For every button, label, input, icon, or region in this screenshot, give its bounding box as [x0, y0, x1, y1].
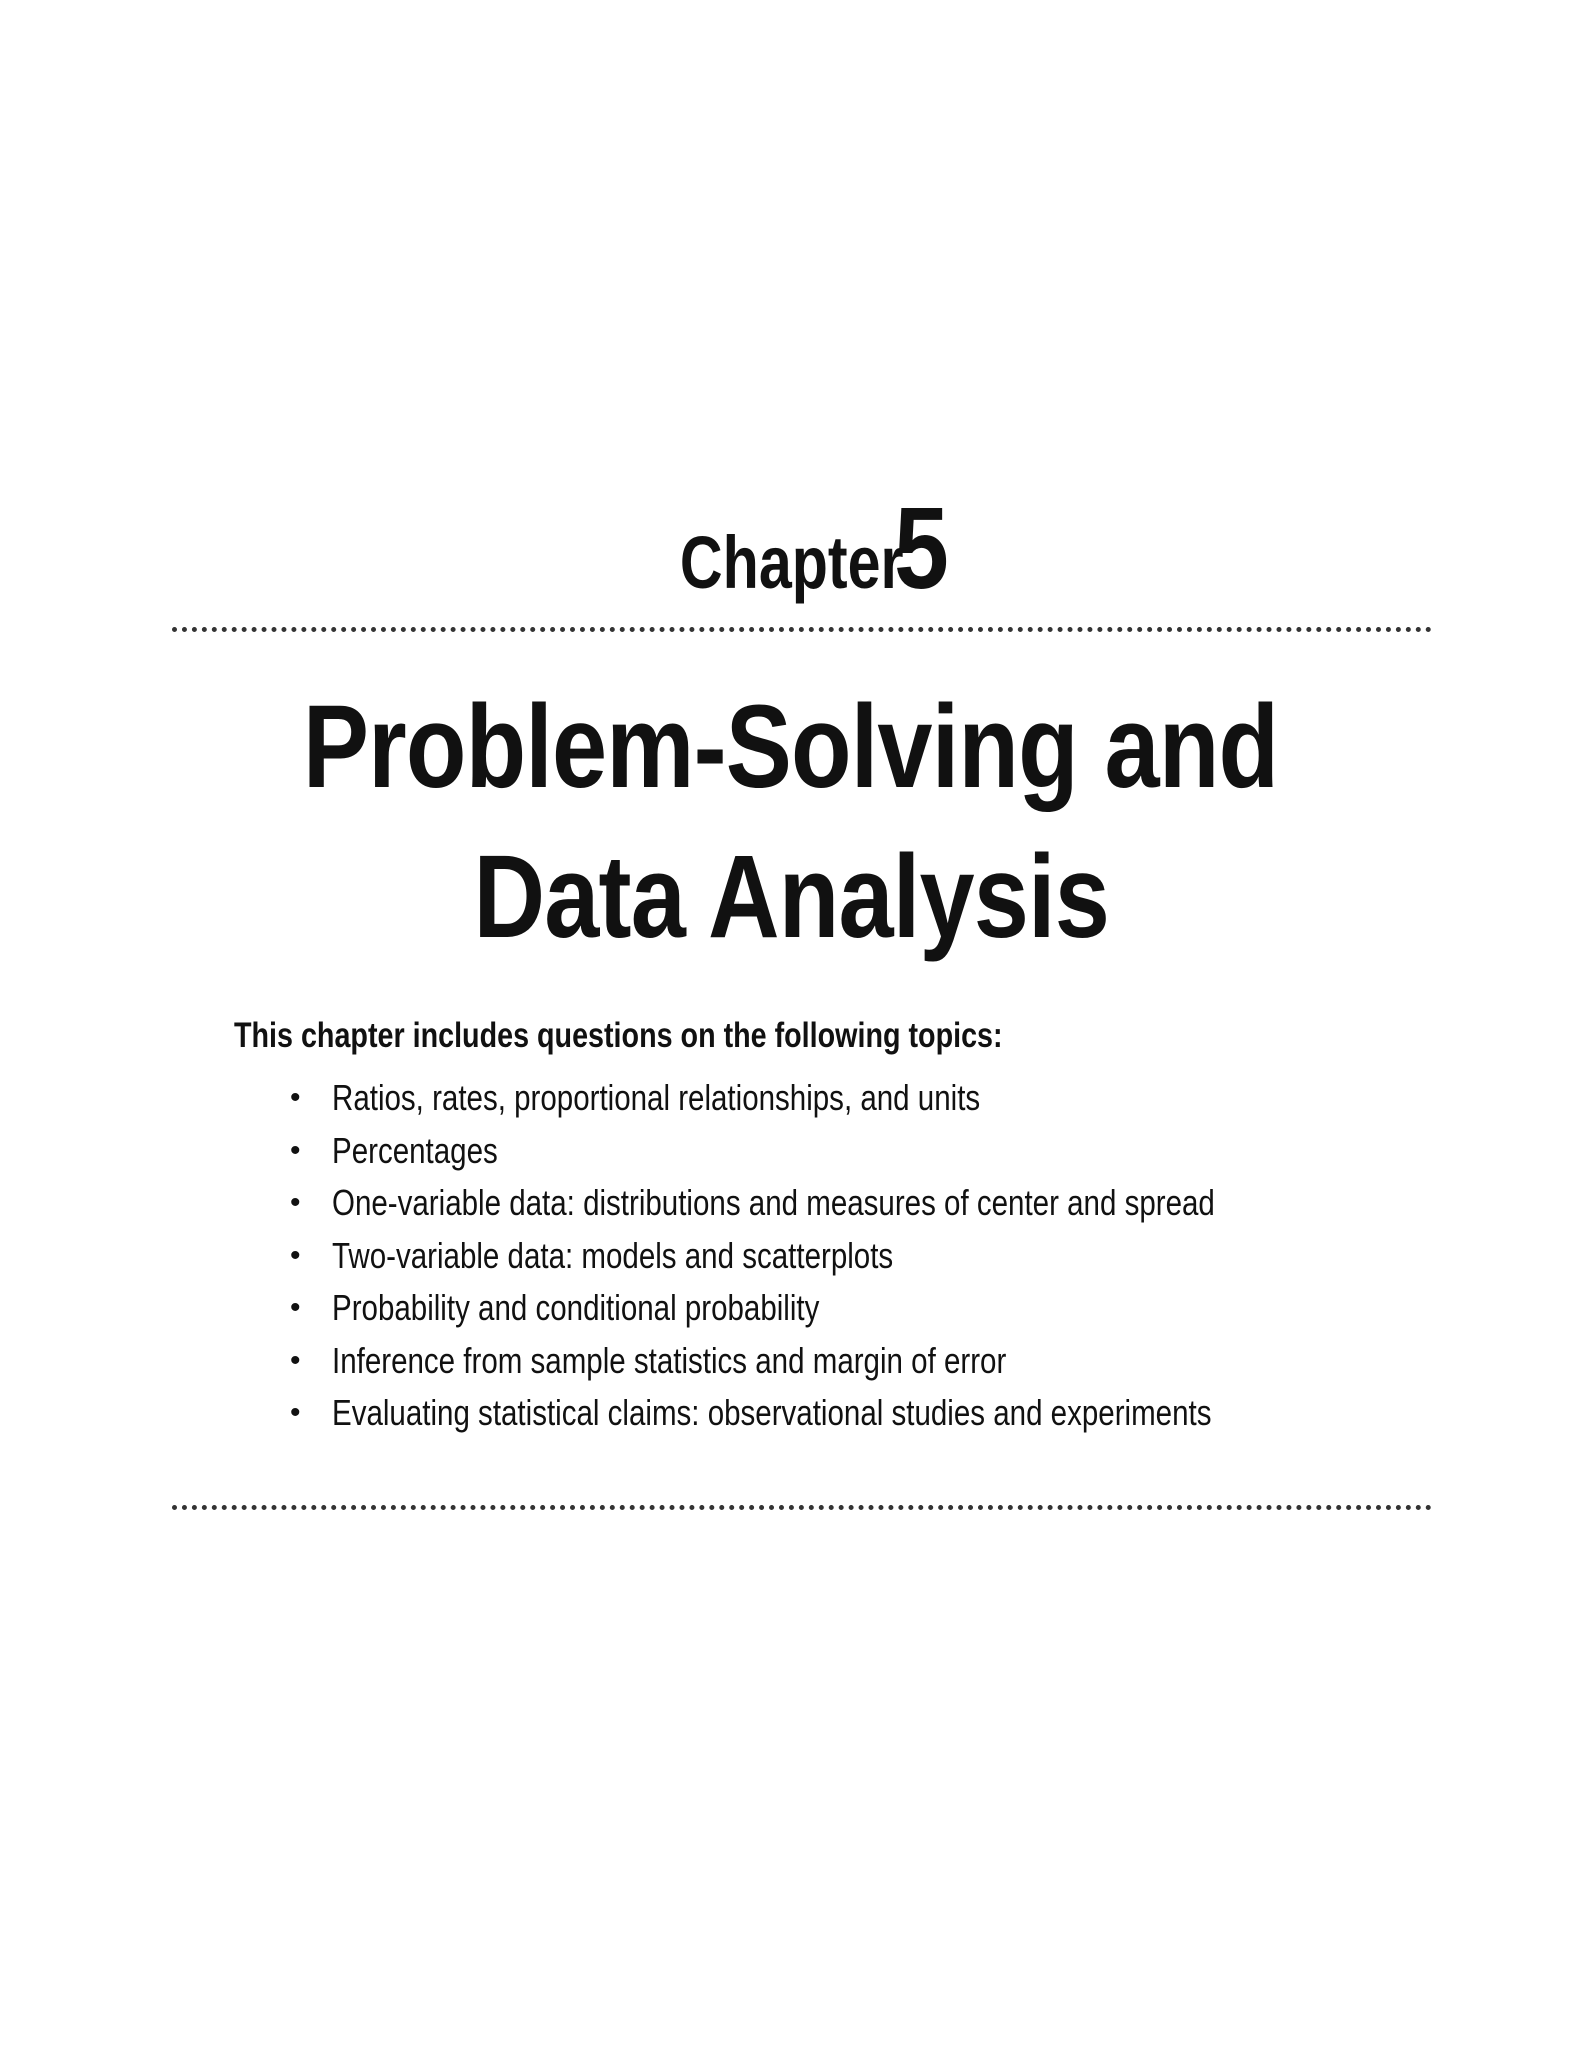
topic-text: Ratios, rates, proportional relationships, and units: [332, 1077, 981, 1118]
topic-text: Probability and conditional probability: [332, 1287, 820, 1328]
chapter-title-line-1: Problem-Solving and: [303, 681, 1279, 813]
topic-text: Inference from sample statistics and margin of error: [332, 1339, 1007, 1381]
topics-intro: This chapter includes questions on the following topics:: [234, 1016, 1003, 1055]
bullet-icon: •: [290, 1343, 301, 1377]
bullet-icon: •: [290, 1238, 301, 1272]
chapter-title-line-2: Data Analysis: [473, 831, 1109, 963]
bullet-icon: •: [290, 1081, 301, 1114]
chapter-number: 5: [893, 483, 949, 613]
top-dotted-divider: [172, 627, 1432, 632]
bullet-icon: •: [290, 1396, 301, 1429]
bullet-icon: •: [290, 1186, 301, 1219]
bullet-icon: •: [290, 1291, 301, 1324]
topic-text: Two-variable data: models and scatterplots: [332, 1234, 894, 1276]
bottom-dotted-divider: [172, 1505, 1432, 1510]
topic-text: Percentages: [332, 1129, 498, 1171]
chapter-heading: [0, 483, 1582, 613]
bullet-icon: •: [290, 1133, 301, 1167]
chapter-label: Chapter: [679, 521, 904, 604]
chapter-title: [0, 672, 1582, 972]
topic-text: One-variable data: distributions and measures of center and spread: [332, 1182, 1215, 1223]
topic-text: Evaluating statistical claims: observational studies and experiments: [332, 1392, 1212, 1433]
